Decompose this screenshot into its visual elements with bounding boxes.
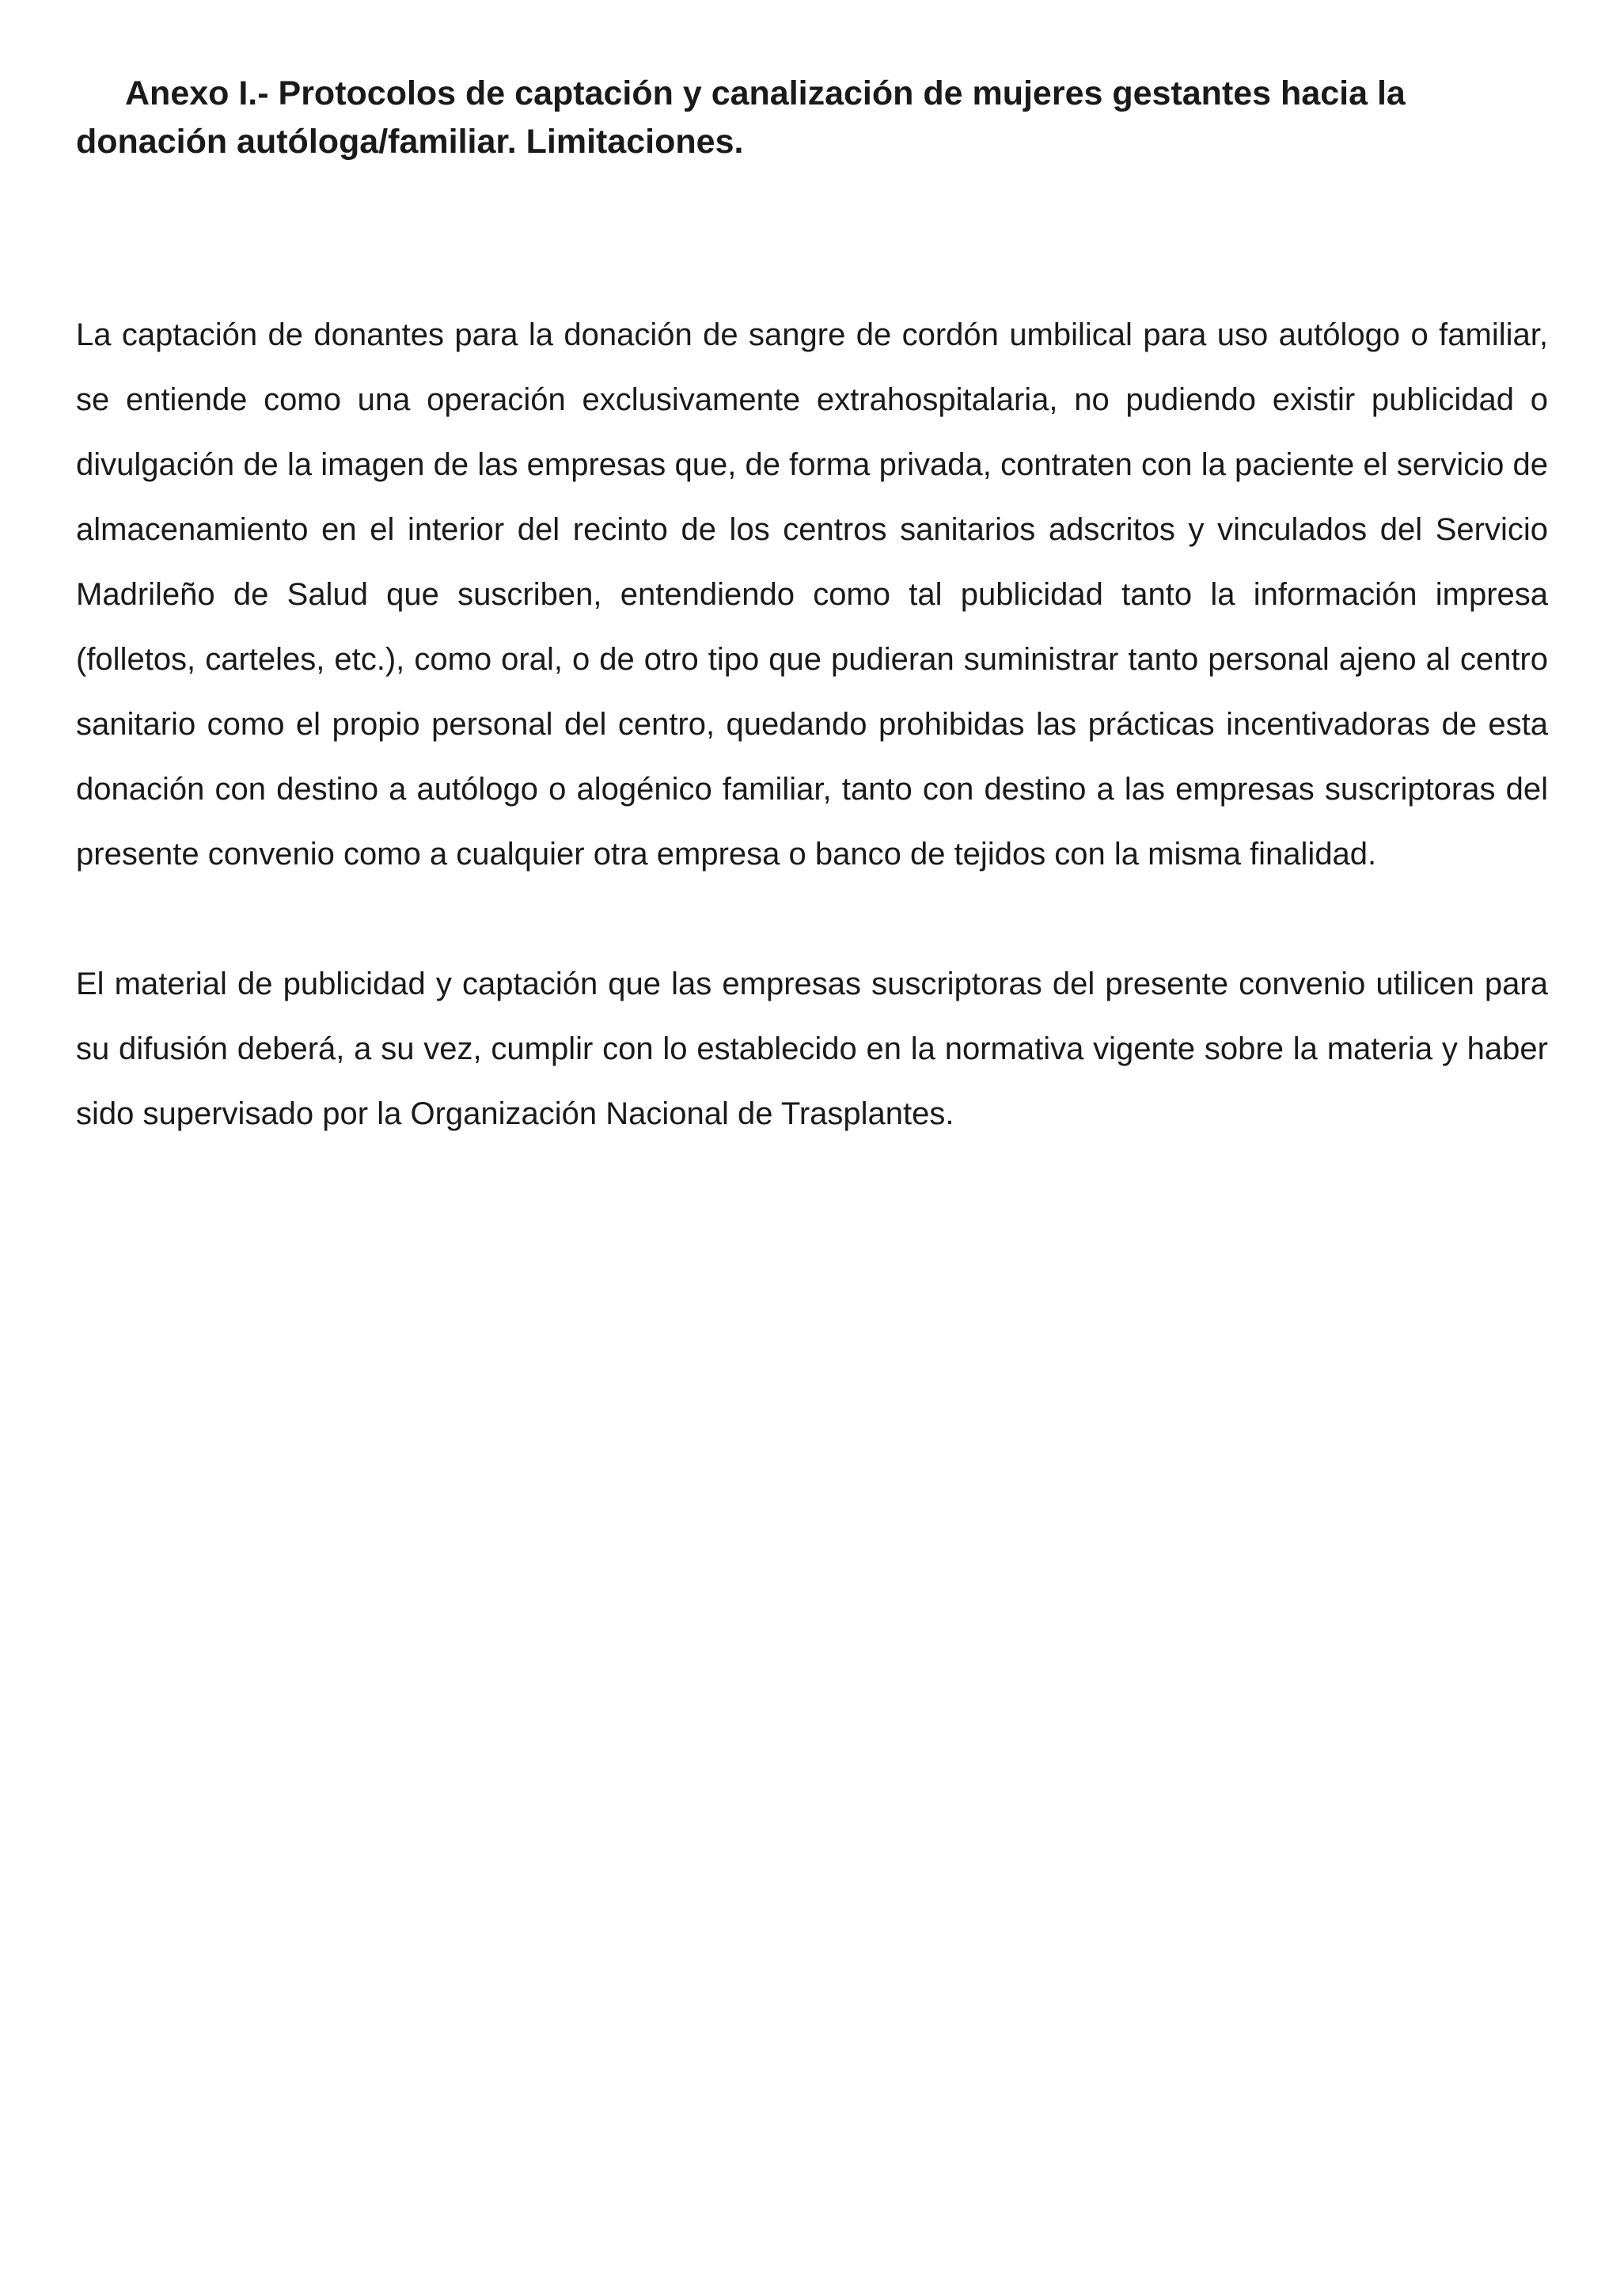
paragraph-advertising-material: El material de publicidad y captación que las empresas suscriptoras del presente convenio utilicen para su difusión deberá, a su vez, cumplir con lo establecido en la normativa vigente sobre la materia y haber sido supervisado por la Organización Nacional de Trasplantes. bbox=[76, 967, 1548, 1132]
document-heading: Anexo I.- Protocolos de captación y canalización de mujeres gestantes hacia la donación autóloga/familiar. Limitaciones. bbox=[76, 74, 1406, 161]
paragraph-limitations: La captación de donantes para la donación de sangre de cordón umbilical para uso autólogo o familiar, se entiende como una operación exclusivamente extrahospitalaria, no pudiendo existir publicidad o divulgación de la imagen de las empresas que, de forma privada, contraten con la paciente el servicio de almacenamiento en el interior del recinto de los centros sanitarios adscritos y vinculados del Servicio Madrileño de Salud que suscriben, entendiendo como tal publicidad tanto la información impresa (folletos, carteles, etc.), como oral, o de otro tipo que pudieran suministrar tanto personal ajeno al centro sanitario como el propio personal del centro, quedando prohibidas las prácticas incentivadoras de esta donación con destino a autólogo o alogénico familiar, tanto con destino a las empresas suscriptoras del presente convenio como a cualquier otra empresa o banco de tejidos con la misma finalidad. bbox=[76, 317, 1548, 872]
